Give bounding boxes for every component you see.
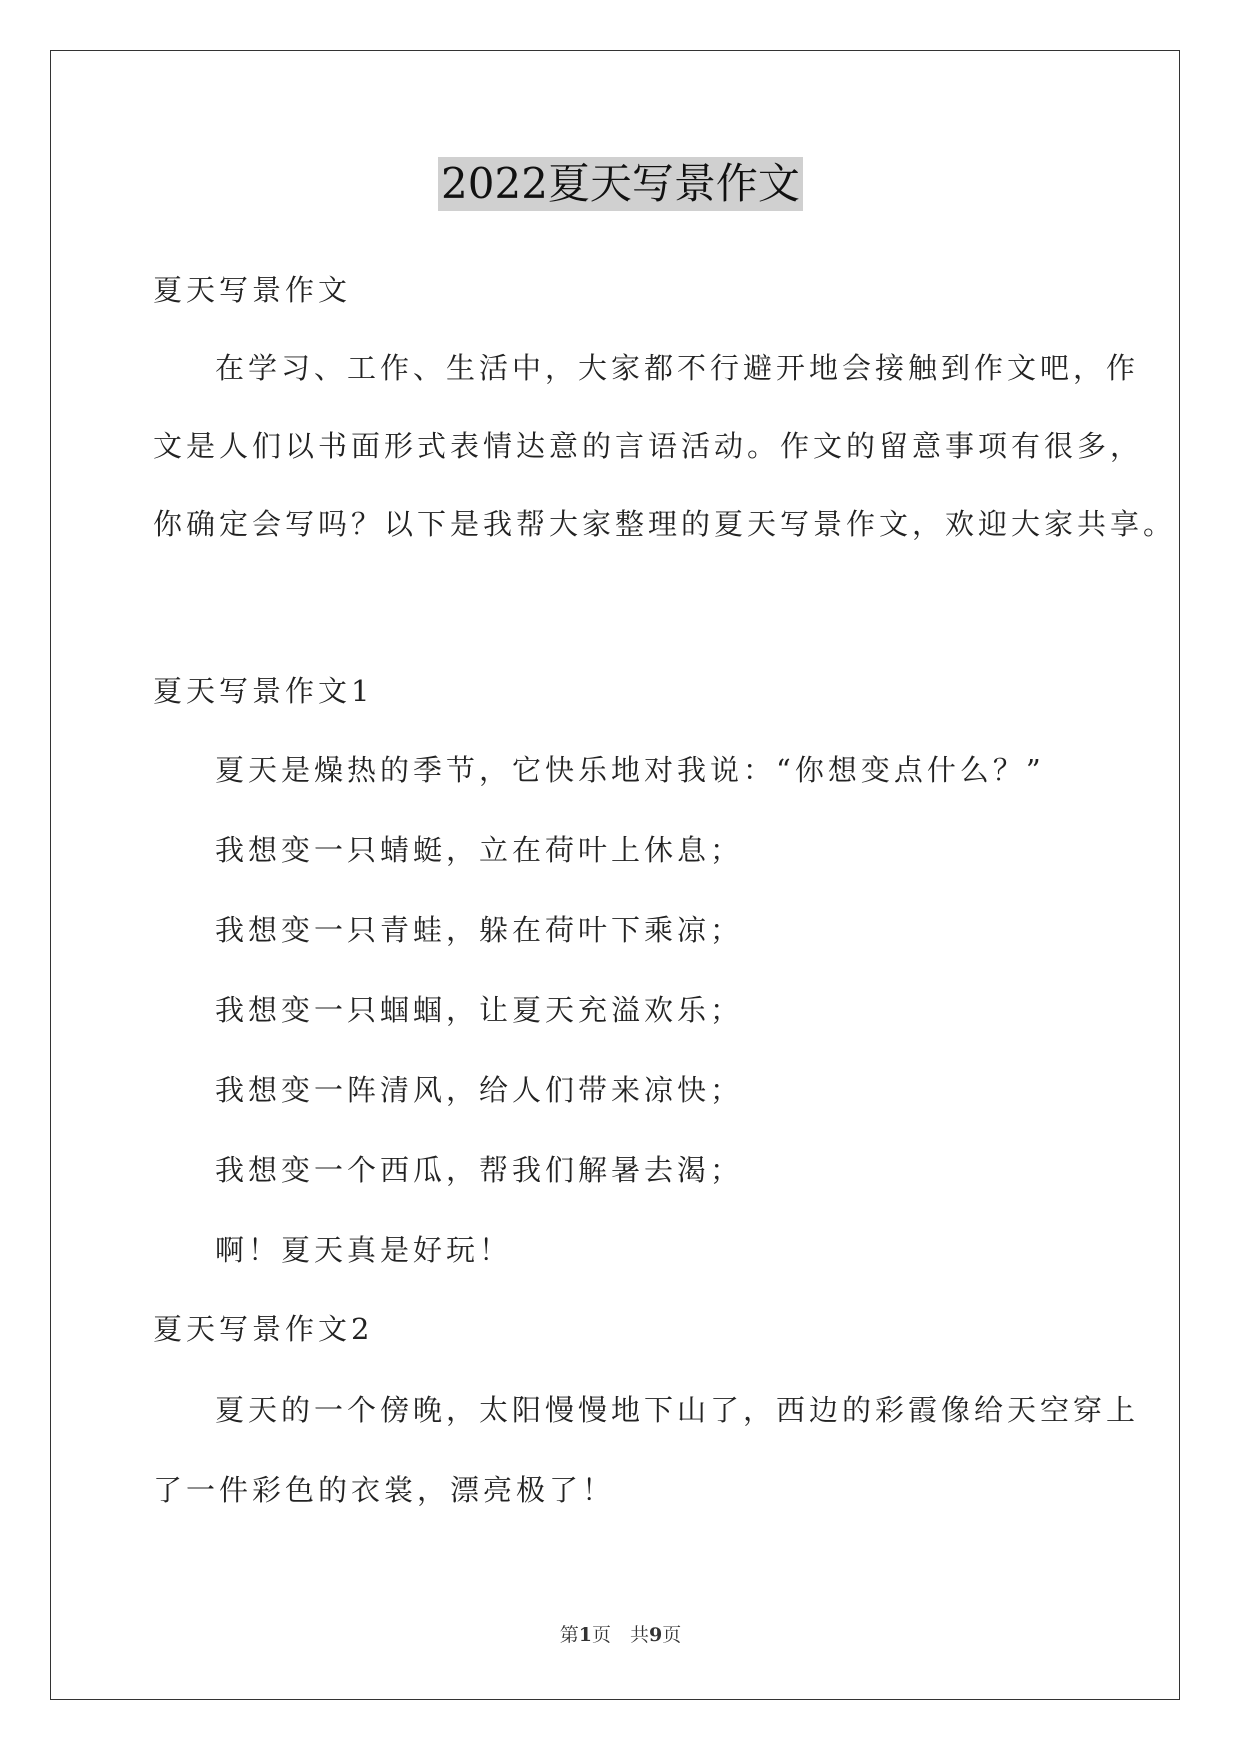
section-heading: 夏天写景作文1 [153,674,374,708]
paragraph-line: 啊！夏天真是好玩！ [215,1233,513,1267]
footer-page-suffix: 页 [662,1624,682,1646]
title-container [0,157,1241,211]
footer-page-prefix: 第 [559,1624,579,1646]
paragraph-line: 你确定会写吗？以下是我帮大家整理的夏天写景作文，欢迎大家共享。 [153,507,1177,541]
paragraph-line: 夏天的一个傍晚，太阳慢慢地下山了，西边的彩霞像给天空穿上 [215,1393,1140,1427]
paragraph-line: 我想变一阵清风，给人们带来凉快； [215,1073,744,1107]
paragraph-line: 我想变一个西瓜，帮我们解暑去渴； [215,1153,744,1187]
paragraph-line: 夏天是燥热的季节，它快乐地对我说：“你想变点什么？” [215,753,1045,787]
paragraph-line: 文是人们以书面形式表情达意的言语活动。作文的留意事项有很多， [153,429,1144,463]
document-title: 2022夏天写景作文 [438,157,803,211]
footer-page-mid: 页 共 [591,1624,649,1646]
paragraph-line: 我想变一只蜻蜓，立在荷叶上休息； [215,833,744,867]
footer-total-pages: 9 [649,1624,663,1646]
page-footer [0,1620,1241,1647]
footer-current-page: 1 [578,1624,592,1646]
paragraph-line: 我想变一只蝈蝈，让夏天充溢欢乐； [215,993,744,1027]
paragraph-line: 了一件彩色的衣裳，漂亮极了！ [153,1473,616,1507]
section-heading: 夏天写景作文2 [153,1312,374,1346]
paragraph-line: 在学习、工作、生活中，大家都不行避开地会接触到作文吧，作 [215,351,1140,385]
paragraph-line: 我想变一只青蛙，躲在荷叶下乘凉； [215,913,744,947]
section-heading: 夏天写景作文 [153,273,352,307]
